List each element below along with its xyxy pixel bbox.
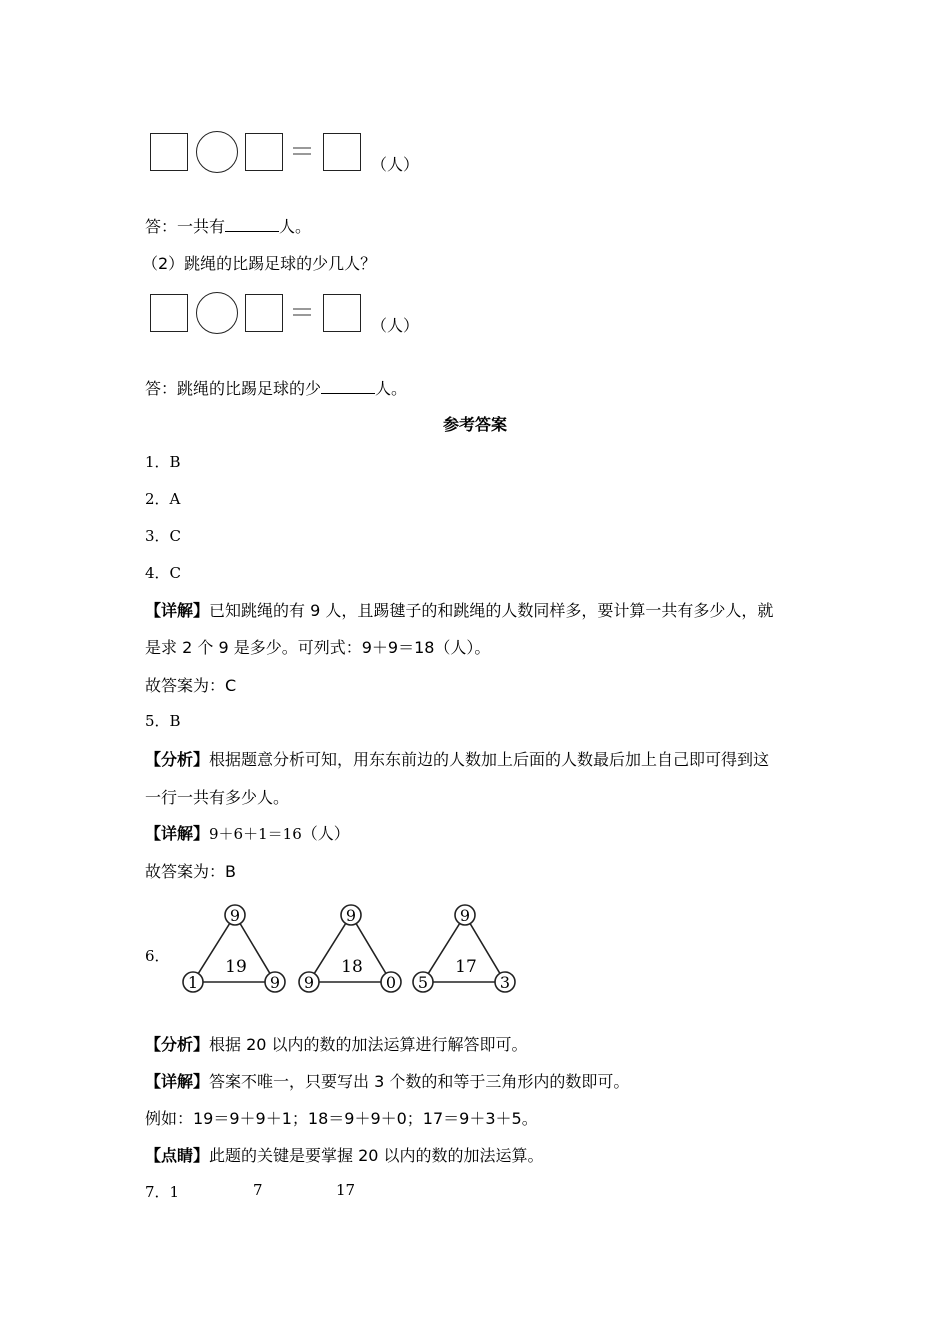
answer-5-analysis-line1: 【分析】根据题意分析可知，用东东前边的人数加上后面的人数最后加上自己即可得到这 [145,750,770,769]
answer-box[interactable] [323,294,361,332]
answer-box[interactable] [150,294,188,332]
triangle-center-number: 19 [225,957,247,977]
blank-field[interactable] [225,230,279,232]
triangle-left-number: 5 [417,973,429,992]
triangle-right-number: 3 [499,973,511,992]
answer-line-1: 答：一共有 人。 [145,217,312,236]
answer-4-detail-line1: 【详解】已知跳绳的有 9 人，且踢毽子的和跳绳的人数同样多，要计算一共有多少人，就 [145,601,774,620]
unit-label: （人） [371,155,420,174]
answer-box[interactable] [245,133,283,171]
equals-sign [293,147,311,155]
triangle-top-number: 9 [345,906,357,925]
triangle-diagram [175,898,525,1000]
equals-sign [293,308,311,316]
triangle-top-number: 9 [229,906,241,925]
answer-7-value-2: 7 [253,1181,263,1199]
answer-7-label: 7．1 [145,1183,180,1201]
answer-4: 4．C [145,564,182,582]
triangle-2 [299,905,401,992]
triangle-left-number: 1 [187,973,199,992]
operator-circle[interactable] [196,131,238,173]
answer-5-analysis-line2: 一行一共有多少人。 [145,788,290,807]
answer-7-value-3: 17 [336,1181,356,1199]
answer-box[interactable] [245,294,283,332]
answer-5: 5．B [145,712,181,730]
answer-6-point: 【点睛】此题的关键是要掌握 20 以内的数的加法运算。 [145,1146,544,1165]
section-title: 参考答案 [442,415,507,434]
question-2: （2）跳绳的比踢足球的少几人？ [142,254,377,273]
answer-1: 1．B [145,453,181,471]
answer-6-detail: 【详解】答案不唯一，只要写出 3 个数的和等于三角形内的数即可。 [145,1072,630,1091]
answer-4-conclusion: 故答案为：C [145,676,237,695]
answer-4-detail-line2: 是求 2 个 9 是多少。可列式：9＋9＝18（人）。 [145,638,491,657]
answer-6-analysis: 【分析】根据 20 以内的数的加法运算进行解答即可。 [145,1035,528,1054]
triangle-1 [183,905,285,992]
answer-6-label: 6． [145,947,170,965]
answer-5-detail: 【详解】9＋6＋1＝16（人） [145,824,350,843]
triangle-top-number: 9 [459,906,471,925]
answer-2: 2．A [145,490,181,508]
answer-5-conclusion: 故答案为：B [145,862,236,881]
blank-field[interactable] [321,392,375,394]
answer-6-example: 例如：19＝9＋9＋1；18＝9＋9＋0；17＝9＋3＋5。 [145,1109,538,1128]
answer-3: 3．C [145,527,182,545]
triangle-center-number: 18 [341,957,363,977]
answer-line-2: 答：跳绳的比踢足球的少 人。 [145,379,408,398]
triangle-center-number: 17 [455,957,477,977]
triangle-right-number: 9 [269,973,281,992]
unit-label: （人） [371,316,420,335]
triangle-3 [413,905,515,992]
triangle-right-number: 0 [385,973,397,992]
answer-box[interactable] [150,133,188,171]
operator-circle[interactable] [196,292,238,334]
triangle-left-number: 9 [303,973,315,992]
answer-box[interactable] [323,133,361,171]
